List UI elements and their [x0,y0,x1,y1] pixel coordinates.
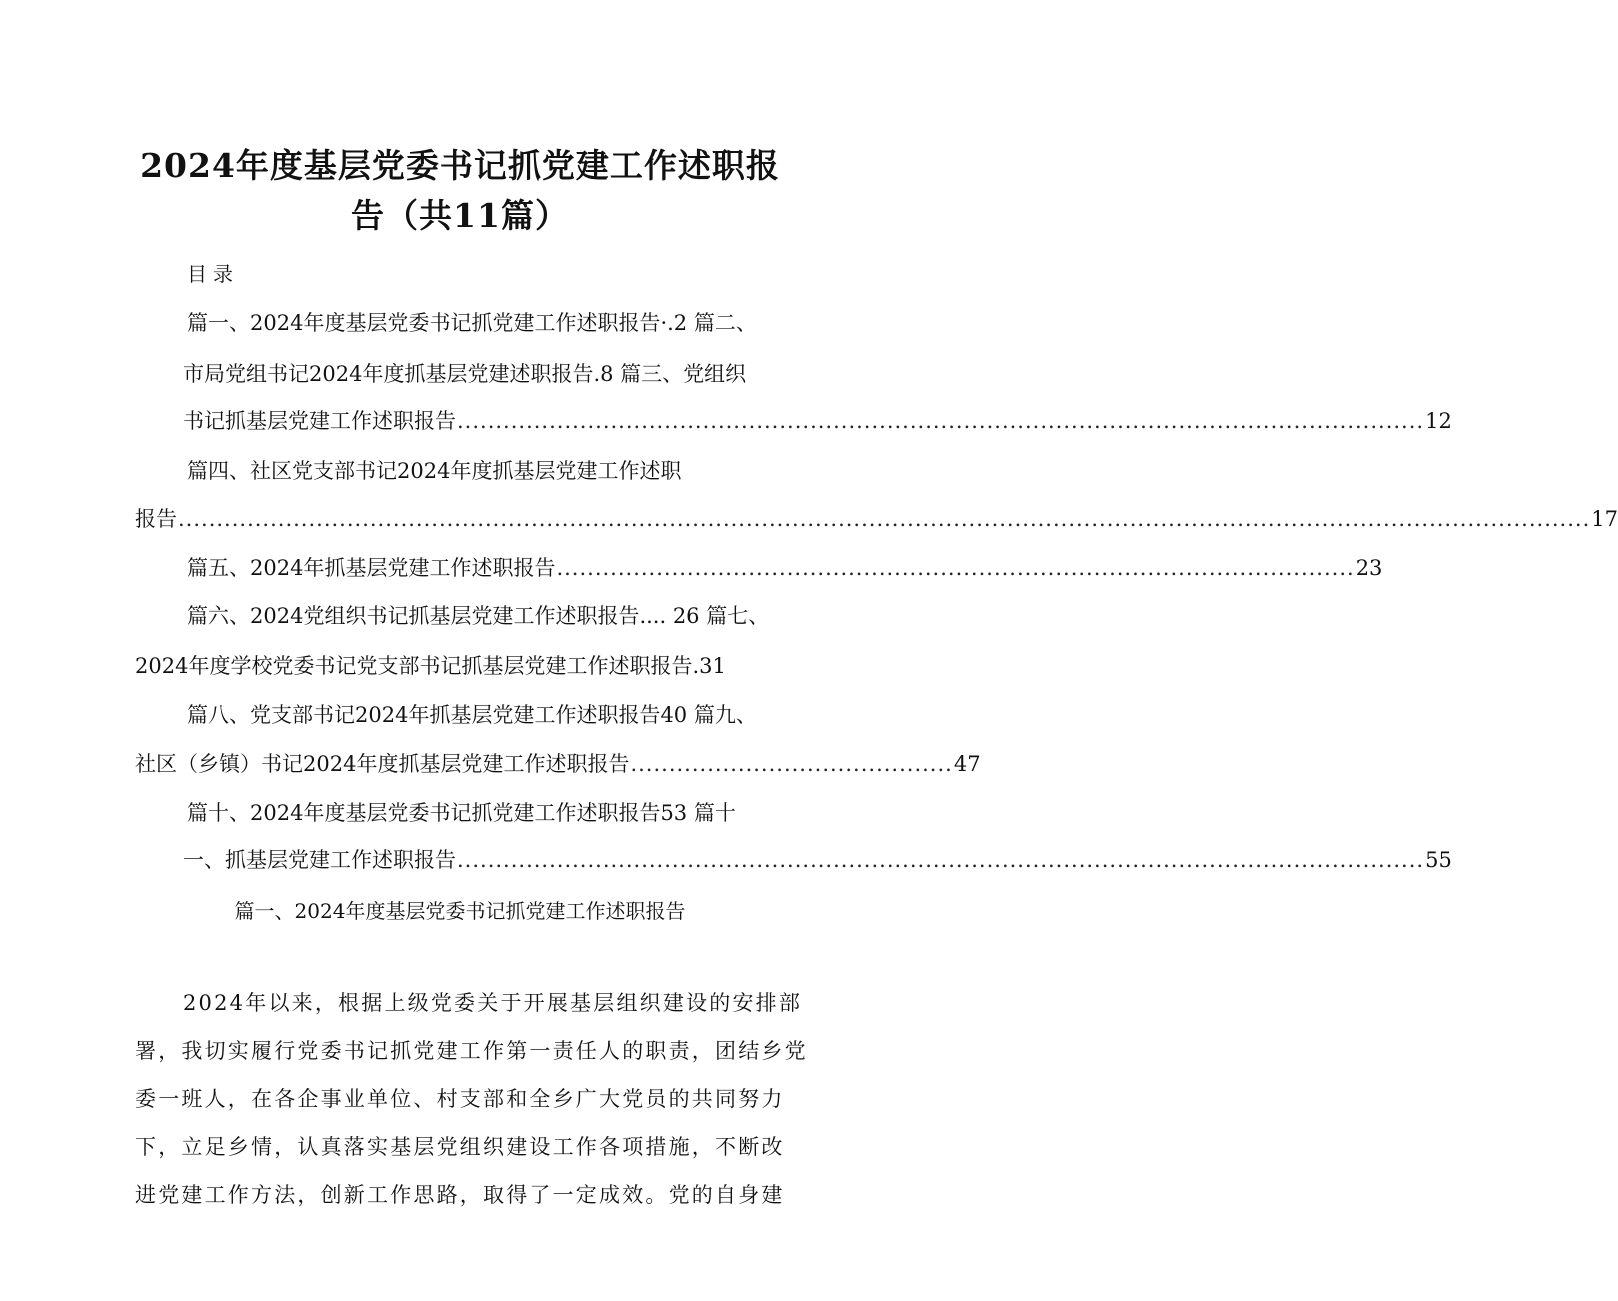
toc-entry-title: 篇五、2024年抓基层党建工作述职报告 [187,556,556,580]
body-line: 委一班人，在各企事业单位、村支部和全乡广大党员的共同努力 [135,1087,785,1111]
body-line: 进党建工作方法，创新工作思路，取得了一定成效。党的自身建 [135,1183,785,1207]
toc-leader-dots: .............................................................................................................................. [457,409,1425,433]
toc-entry-title: 一、抓基层党建工作述职报告 [183,848,456,872]
toc-entry-title: 书记抓基层党建工作述职报告 [183,409,456,433]
document-title-line-1: 2024年度基层党委书记抓党建工作述职报 [140,146,780,185]
toc-line[interactable]: 2024年度学校党委书记党支部书记抓基层党建工作述职报告.31 [135,654,726,678]
toc-entry-title: 社区（乡镇）书记2024年度抓基层党建工作述职报告 [135,752,630,776]
toc-entry[interactable] [183,848,1452,872]
document-title-line-2: 告（共11篇） [351,196,569,235]
body-line: 下，立足乡情，认真落实基层党组织建设工作各项措施，不断改 [135,1135,785,1159]
toc-heading: 目录 [187,262,239,286]
toc-line[interactable]: 市局党组书记2024年度抓基层党建述职报告.8 篇三、党组织 [183,362,747,386]
toc-entry-page: 12 [1425,409,1452,433]
toc-leader-dots: ........................................................................................................................................................................................ [178,507,1591,531]
toc-entry-page: 17 [1591,507,1618,531]
toc-line[interactable]: 篇一、2024年度基层党委书记抓党建工作述职报告·.2 篇二、 [187,311,757,335]
toc-leader-dots: ........................................................................................................ [556,556,1355,580]
toc-entry[interactable] [187,556,1383,580]
toc-entry-page: 47 [953,752,981,776]
toc-line[interactable]: 篇六、2024党组织书记抓基层党建工作述职报告.... 26 篇七、 [187,604,770,628]
toc-entry[interactable] [183,409,1452,433]
body-line: 署，我切实履行党委书记抓党建工作第一责任人的职责，团结乡党 [135,1039,808,1063]
toc-entry-title: 报告 [135,507,177,531]
toc-line[interactable]: 篇四、社区党支部书记2024年度抓基层党建工作述职 [187,459,682,483]
toc-entry-page: 23 [1355,556,1383,580]
toc-leader-dots: .......................................... [630,752,953,776]
toc-entry[interactable] [135,752,981,776]
toc-line[interactable]: 篇十、2024年度基层党委书记抓党建工作述职报告53 篇十 [187,801,736,825]
toc-line[interactable]: 篇八、党支部书记2024年抓基层党建工作述职报告40 篇九、 [187,703,757,727]
toc-entry[interactable] [135,507,1618,531]
section-heading: 篇一、2024年度基层党委书记抓党建工作述职报告 [234,899,686,923]
toc-entry-page: 55 [1425,848,1452,872]
body-line: 2024年以来，根据上级党委关于开展基层组织建设的安排部 [183,991,803,1015]
toc-leader-dots: .............................................................................................................................. [457,848,1425,872]
